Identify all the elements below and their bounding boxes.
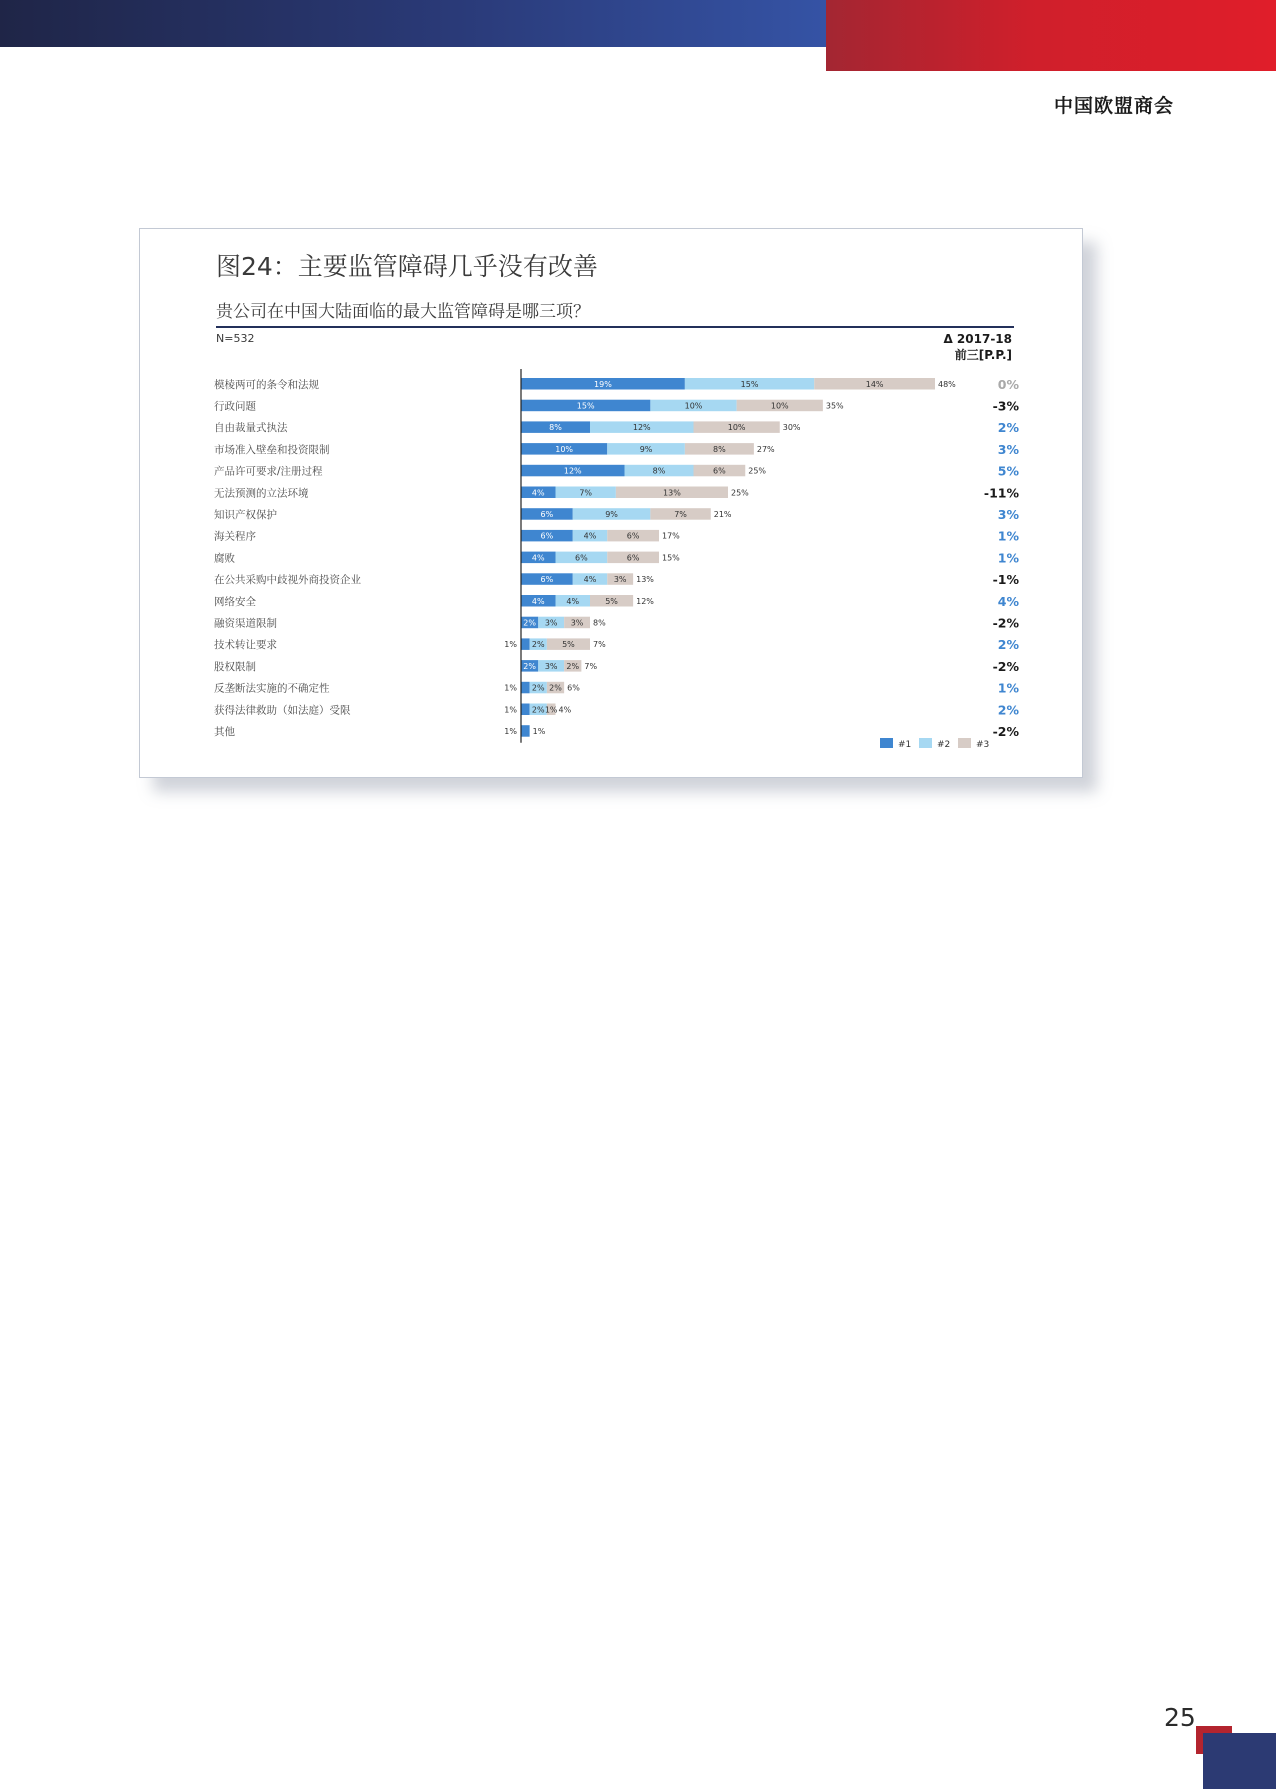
- figure-title: 图24：主要监管障碍几乎没有改善: [216, 252, 598, 281]
- segment-label: 6%: [540, 531, 554, 541]
- page-number: 25: [1164, 1703, 1196, 1732]
- header-band-navy: [0, 0, 826, 47]
- category-label: 模棱两可的条令和法规: [214, 378, 319, 391]
- segment-label: 1%: [544, 705, 558, 715]
- segment-label: 7%: [674, 509, 687, 519]
- segment-label: 19%: [594, 379, 612, 389]
- total-label: 8%: [593, 618, 606, 628]
- segment-label: 4%: [531, 596, 545, 606]
- bar-segment: [521, 725, 530, 737]
- segment-label: 6%: [540, 575, 554, 585]
- legend-label: #1: [898, 740, 912, 750]
- total-label: 21%: [713, 509, 732, 519]
- category-label: 其他: [214, 725, 235, 738]
- segment-label: 9%: [639, 444, 653, 454]
- total-label: 4%: [558, 705, 572, 715]
- segment-label: 1%: [504, 640, 517, 650]
- category-label: 技术转让要求: [214, 639, 277, 652]
- header-band-red: [826, 0, 1276, 71]
- segment-label: 6%: [626, 531, 640, 541]
- bar-segment: [521, 638, 530, 650]
- total-label: 12%: [636, 596, 654, 606]
- total-label: 30%: [782, 423, 801, 433]
- total-label: 15%: [662, 553, 680, 563]
- segment-label: 6%: [713, 466, 726, 476]
- legend-label: #3: [976, 740, 990, 750]
- segment-label: 8%: [549, 423, 562, 433]
- bar-segment: [521, 682, 530, 694]
- segment-label: 14%: [865, 379, 884, 389]
- delta-value: -2%: [992, 658, 1019, 674]
- segment-label: 3%: [613, 575, 627, 585]
- segment-label: 3%: [570, 618, 584, 628]
- delta-header-line2: 前三[P.P.]: [954, 348, 1012, 362]
- segment-label: 9%: [605, 509, 618, 519]
- total-label: 25%: [731, 488, 749, 498]
- segment-label: 7%: [579, 488, 593, 498]
- delta-value: 5%: [997, 463, 1019, 479]
- category-label: 无法预测的立法环境: [214, 487, 309, 500]
- total-label: 6%: [567, 683, 580, 693]
- delta-value: -1%: [992, 572, 1019, 588]
- delta-header-line1: Δ 2017-18: [943, 332, 1012, 346]
- category-label: 融资渠道限制: [214, 617, 277, 630]
- segment-label: 3%: [544, 618, 558, 628]
- delta-value: -2%: [992, 615, 1019, 631]
- delta-value: 3%: [997, 441, 1019, 457]
- segment-label: 8%: [652, 466, 666, 476]
- segment-label: 12%: [563, 466, 582, 476]
- figure-subtitle: 贵公司在中国大陆面临的最大监管障碍是哪三项？: [216, 302, 590, 322]
- category-label: 获得法律救助（如法庭）受限: [214, 704, 351, 717]
- legend-label: #2: [937, 740, 951, 750]
- segment-label: 6%: [626, 553, 640, 563]
- legend-swatch: [919, 738, 932, 748]
- corner-block-navy: [1203, 1733, 1276, 1789]
- segment-label: 1%: [504, 683, 517, 693]
- delta-value: 0%: [997, 376, 1019, 392]
- segment-label: 10%: [770, 401, 789, 411]
- category-label: 股权限制: [214, 660, 256, 673]
- segment-label: 2%: [531, 640, 545, 650]
- segment-label: 10%: [555, 444, 574, 454]
- delta-value: -2%: [992, 723, 1019, 739]
- stacked-bar-chart: [140, 229, 1082, 777]
- total-label: 13%: [636, 575, 654, 585]
- category-label: 知识产权保护: [214, 508, 277, 521]
- category-label: 市场准入壁垒和投资限制: [214, 443, 330, 456]
- segment-label: 4%: [583, 575, 597, 585]
- segment-label: 2%: [549, 683, 562, 693]
- segment-label: 2%: [531, 705, 545, 715]
- segment-label: 6%: [575, 553, 588, 563]
- category-label: 腐败: [214, 552, 235, 565]
- delta-value: 2%: [997, 702, 1019, 718]
- figure-card: [139, 228, 1083, 778]
- segment-label: 4%: [531, 553, 545, 563]
- category-label: 海关程序: [214, 530, 256, 543]
- segment-label: 12%: [632, 423, 651, 433]
- total-label: 35%: [825, 401, 844, 411]
- category-label: 行政问题: [214, 400, 256, 413]
- segment-label: 15%: [576, 401, 595, 411]
- segment-label: 2%: [523, 661, 536, 671]
- total-label: 48%: [938, 379, 956, 389]
- category-label: 产品许可要求/注册过程: [214, 465, 323, 478]
- segment-label: 4%: [583, 531, 597, 541]
- category-label: 网络安全: [214, 595, 256, 608]
- segment-label: 2%: [531, 683, 545, 693]
- total-label: 1%: [532, 726, 546, 736]
- delta-value: 1%: [997, 550, 1019, 566]
- segment-label: 4%: [566, 596, 580, 606]
- total-label: 7%: [584, 661, 598, 671]
- category-label: 反垄断法实施的不确定性: [214, 682, 330, 695]
- delta-value: -11%: [983, 485, 1019, 501]
- delta-value: -3%: [992, 398, 1019, 414]
- delta-value: 4%: [997, 593, 1019, 609]
- category-label: 自由裁量式执法: [214, 422, 288, 435]
- segment-label: 4%: [531, 488, 545, 498]
- legend-swatch: [958, 738, 971, 748]
- segment-label: 13%: [663, 488, 681, 498]
- category-label: 在公共采购中歧视外商投资企业: [214, 574, 361, 587]
- segment-label: 5%: [562, 640, 575, 650]
- delta-value: 1%: [997, 528, 1019, 544]
- total-label: 17%: [662, 531, 680, 541]
- segment-label: 6%: [540, 509, 554, 519]
- segment-label: 2%: [566, 661, 580, 671]
- sample-size: N=532: [216, 332, 255, 345]
- organization-name: 中国欧盟商会: [1053, 95, 1174, 117]
- segment-label: 5%: [605, 596, 618, 606]
- bar-segment: [521, 704, 530, 716]
- segment-label: 1%: [504, 726, 517, 736]
- delta-value: 3%: [997, 506, 1019, 522]
- segment-label: 15%: [740, 379, 759, 389]
- segment-label: 10%: [684, 401, 703, 411]
- legend-swatch: [880, 738, 893, 748]
- delta-value: 1%: [997, 680, 1019, 696]
- segment-label: 1%: [504, 705, 517, 715]
- segment-label: 8%: [713, 444, 726, 454]
- segment-label: 3%: [544, 661, 558, 671]
- total-label: 7%: [593, 640, 606, 650]
- delta-value: 2%: [997, 420, 1019, 436]
- delta-value: 2%: [997, 637, 1019, 653]
- segment-label: 10%: [727, 423, 746, 433]
- total-label: 25%: [748, 466, 767, 476]
- total-label: 27%: [756, 444, 775, 454]
- segment-label: 2%: [523, 618, 536, 628]
